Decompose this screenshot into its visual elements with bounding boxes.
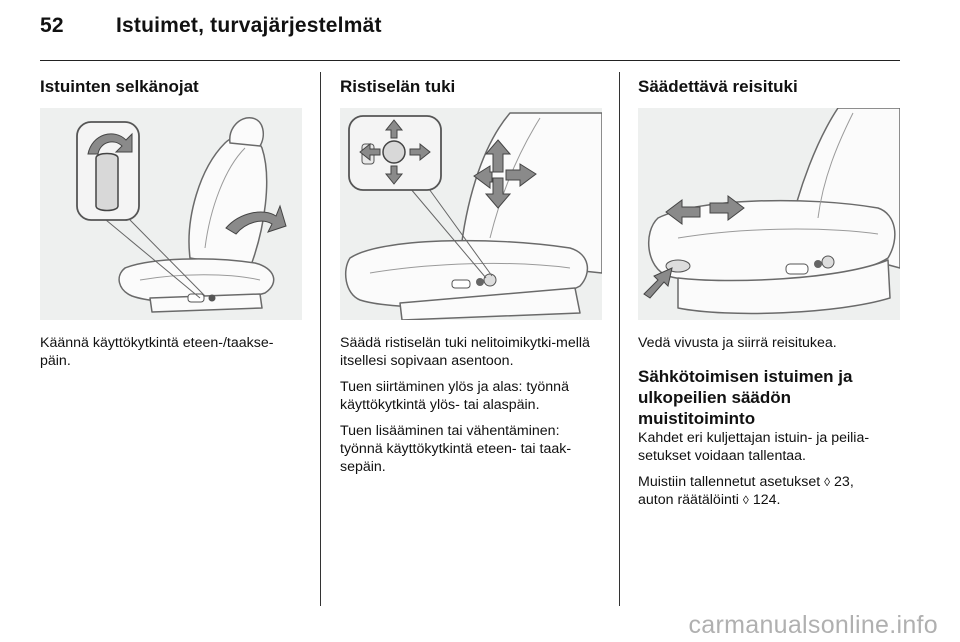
section-heading: Säädettävä reisituki [638,77,798,96]
memory-heading: Sähkötoimisen istuimen ja ulkopeilien säädön muistitoiminto [638,367,853,428]
body-text: Käännä käyttökytkintä eteen-/taakse-päin. [40,335,274,369]
page-number: 52 [40,14,64,37]
xref-page-124[interactable]: 124 [752,492,777,508]
column-thigh-support [638,76,900,517]
body-text: Kahdet eri kuljettajan istuin- ja peilia-setukset voidaan tallentaa. [638,430,870,464]
body-text: Vedä vivusta ja siirrä reisitukea. [638,335,837,351]
xref-symbol: ◊ [742,493,749,507]
body-text-crossrefs: Muistiin tallennetut asetukset ◊ 23, auton räätälöinti ◊ 124. [638,474,854,508]
xref-symbol: ◊ [824,475,831,489]
column-seat-backrest [40,76,302,378]
seat-backrest-illustration [40,108,302,320]
column-divider-2 [619,72,620,606]
thigh-support-figure [638,108,900,320]
body-text: Tuen siirtäminen ylös ja alas: työnnä käyttökytkintä ylös- tai alaspäin. [340,379,569,413]
body-text: Tuen lisääminen tai vähentäminen: työnnä käyttökytkintä eteen- tai taak-sepäin. [340,423,572,475]
watermark: carmanualsonline.info [688,611,938,639]
section-heading: Ristiselän tuki [340,77,456,96]
lumbar-support-figure [340,108,602,320]
page-title: Istuimet, turvajärjestelmät [116,14,382,37]
body-text: Säädä ristiselän tuki nelitoimikytki-mellä itsellesi sopivaan asentoon. [340,335,590,369]
seat-backrest-figure [40,108,302,320]
column-divider-1 [320,72,321,606]
header-rule [40,60,900,61]
xref-page-23[interactable]: 23 [834,474,850,490]
section-heading: Istuinten selkänojat [40,77,199,96]
page-header [40,14,382,38]
column-lumbar-support [340,76,602,484]
lumbar-support-illustration [340,108,602,320]
thigh-support-illustration [638,108,900,320]
